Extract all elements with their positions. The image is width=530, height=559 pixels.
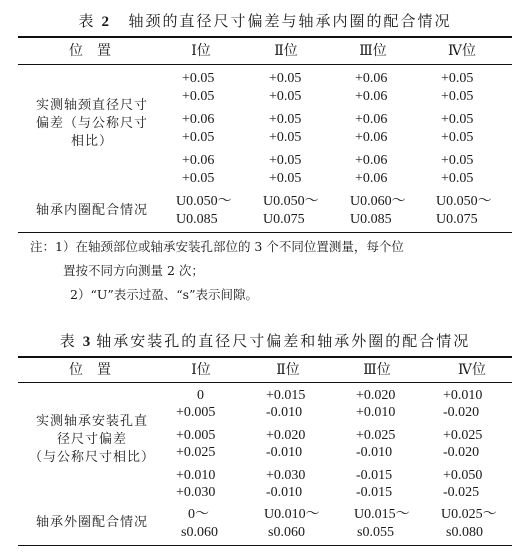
table2-header-position: 位 置 [69, 43, 111, 59]
t3-r3-c2: -0.010 [356, 445, 393, 460]
table2-title-text: 轴颈的直径尺寸偏差与轴承内圈的配合情况 [128, 12, 452, 30]
t2-fit-r1-c3: U0.075 [436, 212, 478, 227]
t2-r4-c1: +0.05 [269, 153, 302, 168]
t3-r2-c2: +0.025 [356, 428, 396, 443]
t3-r4-c1: +0.030 [266, 468, 306, 483]
t3-r5-c0: +0.030 [176, 485, 216, 500]
t2-r0-c3: +0.05 [441, 71, 474, 86]
table2-title-label: 表 [78, 12, 96, 30]
t3-fit-r1-c0: s0.060 [181, 525, 218, 540]
t3-r5-c2: -0.015 [356, 485, 393, 500]
table2-deviation-label-line3: 相比） [70, 134, 113, 149]
t3-r3-c3: -0.020 [443, 445, 480, 460]
t2-fit-r0-c1: U0.050～ [263, 194, 319, 209]
t3-r4-c3: +0.050 [443, 468, 483, 483]
t3-r1-c0: +0.005 [176, 405, 216, 420]
table2-fit-label: 轴承内圈配合情况 [35, 203, 148, 218]
table3-header-pos2: Ⅱ位 [276, 362, 300, 378]
t3-r2-c3: +0.025 [443, 428, 483, 443]
table2-header-pos4: Ⅳ位 [448, 43, 476, 59]
table3-header-pos1: Ⅰ位 [191, 362, 211, 378]
t3-fit-r0-c3: U0.025～ [441, 507, 497, 522]
t2-r2-c0: +0.06 [182, 112, 215, 127]
t2-r3-c3: +0.05 [441, 130, 474, 145]
t2-r1-c2: +0.06 [355, 89, 388, 104]
table3-header-pos4: Ⅳ位 [458, 362, 486, 378]
t3-r2-c1: +0.020 [266, 428, 306, 443]
table2-note-1a: 注：1）在轴颈部位或轴承安装孔部位的 3 个不同位置测量，每个位 [30, 239, 404, 254]
t2-r5-c2: +0.06 [355, 171, 388, 186]
t2-r0-c2: +0.06 [355, 71, 388, 86]
table3-deviation-label-line2: 径尺寸偏差 [56, 432, 127, 447]
t3-r3-c1: -0.010 [266, 445, 303, 460]
table2-deviation-label [22, 97, 162, 151]
t3-fit-r1-c2: s0.055 [357, 525, 394, 540]
t3-r0-c0: 0 [197, 388, 204, 403]
table3-title-text: 轴承安装孔的直径尺寸偏差和轴承外圈的配合情况 [96, 332, 471, 350]
table3-header-position: 位 置 [69, 362, 111, 378]
table2-header-rule [18, 64, 512, 65]
t2-r5-c3: +0.05 [441, 171, 474, 186]
t2-r2-c1: +0.05 [269, 112, 302, 127]
t2-r1-c3: +0.05 [441, 89, 474, 104]
t3-r5-c1: -0.010 [266, 485, 303, 500]
table2-title-number: 2 [101, 14, 109, 30]
t2-fit-r1-c2: U0.085 [350, 212, 392, 227]
t2-r4-c2: +0.06 [355, 153, 388, 168]
t2-r3-c2: +0.06 [355, 130, 388, 145]
t3-r5-c3: -0.025 [443, 485, 480, 500]
t3-r1-c1: -0.010 [266, 405, 303, 420]
table3-title [0, 330, 530, 351]
table3-bottom-rule [18, 545, 512, 546]
t3-fit-r0-c1: U0.010～ [264, 507, 320, 522]
t2-r1-c1: +0.05 [269, 89, 302, 104]
table3-header-rule [18, 382, 512, 383]
table2-header-pos3: Ⅲ位 [359, 43, 387, 59]
t3-r0-c2: +0.020 [356, 388, 396, 403]
table2-deviation-label-line2: 偏差（与公称尺寸 [35, 116, 148, 131]
t2-r2-c3: +0.05 [441, 112, 474, 127]
t3-fit-r1-c3: s0.080 [446, 525, 483, 540]
table3-deviation-label-line3: （与公称尺寸相比） [28, 450, 155, 465]
t3-fit-r0-c0: 0～ [188, 507, 209, 522]
table3-header-pos3: Ⅲ位 [363, 362, 391, 378]
t2-fit-r0-c3: U0.050～ [436, 194, 492, 209]
t3-fit-r0-c2: U0.015～ [354, 507, 410, 522]
table2-header-pos1: Ⅰ位 [191, 43, 211, 59]
t3-r1-c3: -0.020 [443, 405, 480, 420]
table2-title [0, 10, 530, 31]
t2-r5-c1: +0.05 [269, 171, 302, 186]
t2-fit-r0-c0: U0.050～ [176, 194, 232, 209]
t2-r3-c0: +0.05 [182, 130, 215, 145]
table2-deviation-label-line1: 实测轴颈直径尺寸 [35, 98, 148, 113]
table3-title-number: 3 [82, 334, 91, 350]
table3-deviation-label-line1: 实测轴承安装孔直 [35, 414, 148, 429]
t2-r0-c1: +0.05 [269, 71, 302, 86]
t2-fit-r0-c2: U0.060～ [350, 194, 406, 209]
table2-note-1b: 置按不同方向测量 2 次； [63, 263, 204, 278]
table2-top-rule [18, 36, 512, 38]
table3-deviation-label [12, 413, 172, 467]
t2-fit-r1-c1: U0.075 [263, 212, 305, 227]
t2-r1-c0: +0.05 [182, 89, 215, 104]
table3-fit-label: 轴承外圈配合情况 [35, 515, 148, 530]
table2-header-pos2: Ⅱ位 [274, 43, 298, 59]
table2-note-2: 2）“U”表示过盈、“s”表示间隙。 [70, 287, 258, 302]
t3-r3-c0: +0.025 [176, 445, 216, 460]
t2-r2-c2: +0.06 [355, 112, 388, 127]
t2-r3-c1: +0.05 [269, 130, 302, 145]
t2-r0-c0: +0.05 [182, 71, 215, 86]
table3-top-rule [18, 356, 512, 358]
table2-bottom-rule [18, 232, 512, 233]
t3-r2-c0: +0.005 [176, 428, 216, 443]
t2-fit-r1-c0: U0.085 [176, 212, 218, 227]
t3-r4-c0: +0.010 [176, 468, 216, 483]
t2-r4-c0: +0.06 [182, 153, 215, 168]
t3-fit-r1-c1: s0.060 [268, 525, 305, 540]
table3-title-label: 表 [59, 332, 77, 350]
t3-r0-c3: +0.010 [443, 388, 483, 403]
t3-r1-c2: +0.010 [356, 405, 396, 420]
t2-r4-c3: +0.05 [441, 153, 474, 168]
t3-r4-c2: -0.015 [356, 468, 393, 483]
t3-r0-c1: +0.015 [266, 388, 306, 403]
t2-r5-c0: +0.05 [182, 171, 215, 186]
